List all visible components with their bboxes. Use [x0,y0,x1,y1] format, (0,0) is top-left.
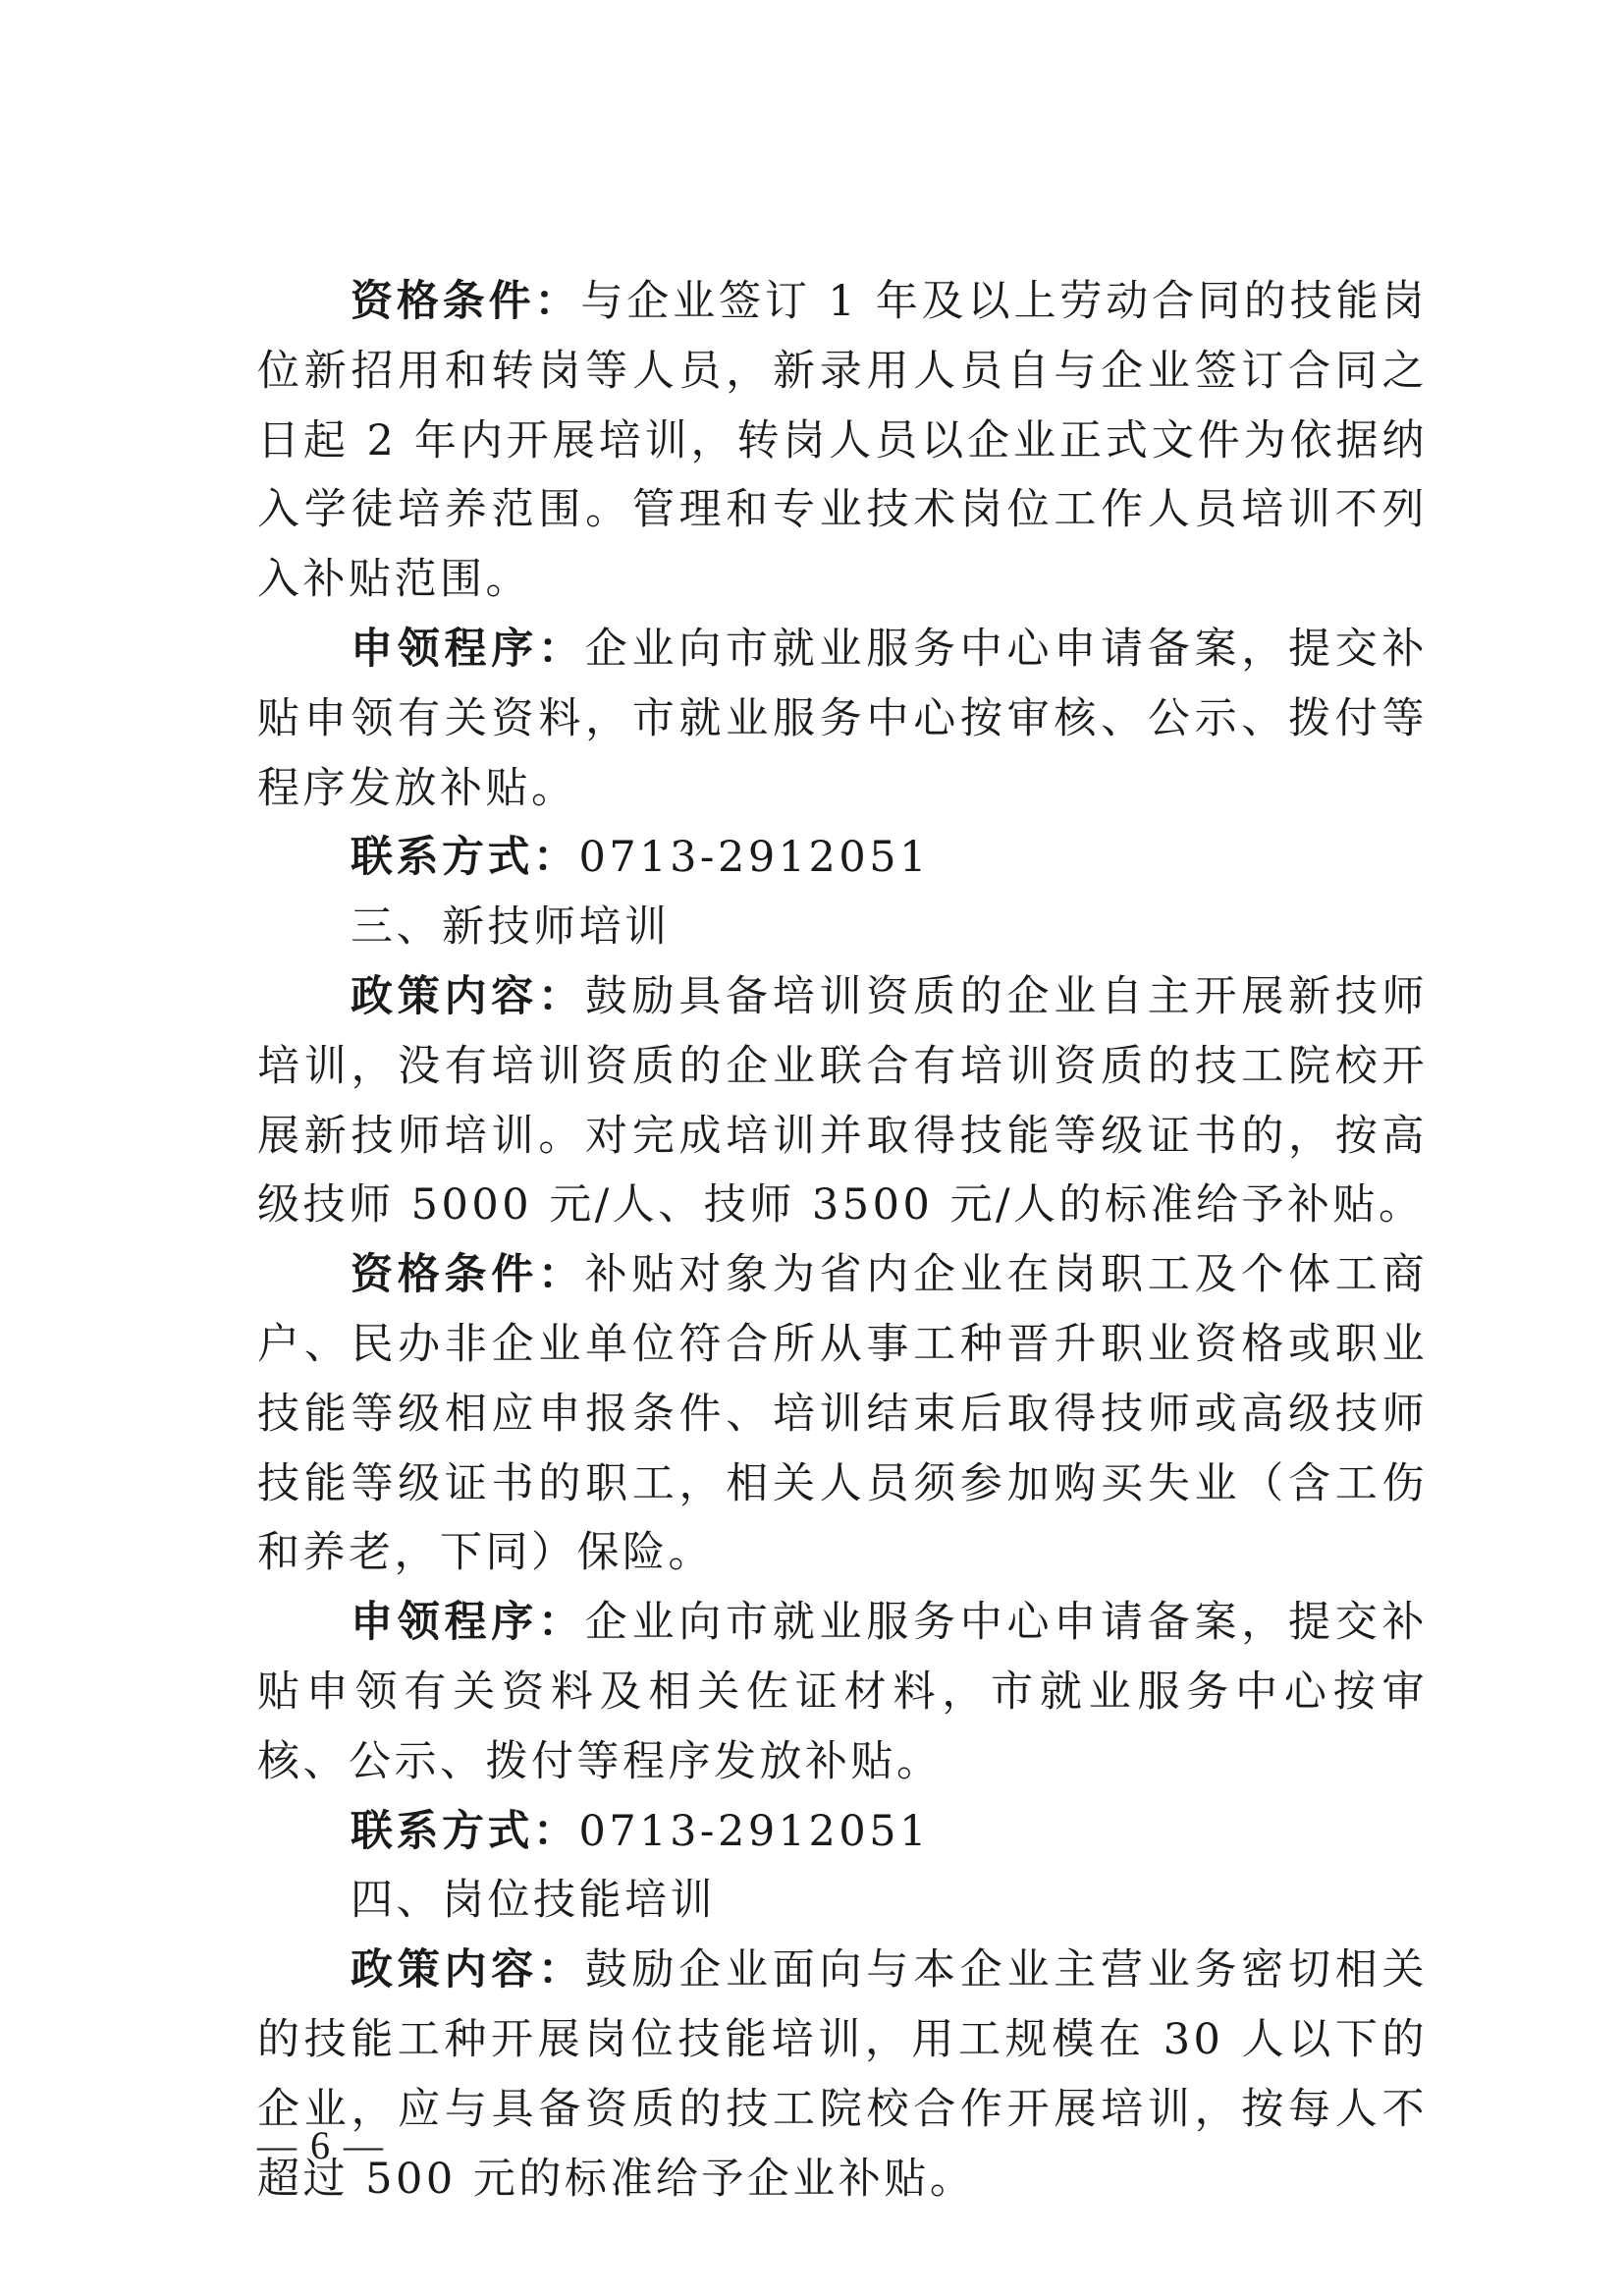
application-procedure-label: 申领程序： [351,1598,585,1648]
section-heading-4: 四、岗位技能培训 [351,1876,716,1926]
page-number: — 6 — [257,2123,385,2167]
policy-content-label: 政策内容： [351,1945,585,1995]
policy-content-label: 政策内容： [351,971,585,1021]
contact-phone: 0713-2912051 [578,1806,930,1856]
application-procedure-text: 企业向市就业服务中心申请备案，提交补贴申领有关资料及相关佐证材料，市就业服务中心按审核、公示、拨付等程序发放补贴。 [257,1598,1428,1786]
paragraph-eligibility [257,1240,1428,1588]
paragraph-eligibility [257,267,1428,615]
policy-content-text: 鼓励企业面向与本企业主营业务密切相关的技能工种开展岗位技能培训，用工规模在 30 人以下的企业，应与具备资质的技工院校合作开展培训，按每人不超过 500 元的标准给予企业补贴。 [257,1945,1428,2204]
document-body [257,267,1428,2214]
paragraph-application-procedure [257,1588,1428,1796]
contact-label: 联系方式： [351,1806,579,1856]
eligibility-text: 与企业签订 1 年及以上劳动合同的技能岗位新招用和转岗等人员，新录用人员自与企业签订合同之日起 2 年内开展培训，转岗人员以企业正式文件为依据纳入学徒培养范围。管理和专业技术岗位工作人员培训不列入补贴范围。 [257,277,1429,605]
policy-content-text: 鼓励具备培训资质的企业自主开展新技师培训，没有培训资质的企业联合有培训资质的技工院校开展新技师培训。对完成培训并取得技能等级证书的，按高级技师 5000 元/人、技师 3500 元/人的标准给予补贴。 [257,971,1428,1230]
contact-phone: 0713-2912051 [578,833,930,883]
paragraph-contact [257,823,1428,893]
paragraph-policy-content [257,1936,1428,2214]
contact-label: 联系方式： [351,833,579,883]
eligibility-label: 资格条件： [351,1250,585,1300]
paragraph-application-procedure [257,615,1428,823]
application-procedure-text: 企业向市就业服务中心申请备案，提交补贴申领有关资料，市就业服务中心按审核、公示、拨付等程序发放补贴。 [257,624,1428,813]
eligibility-text: 补贴对象为省内企业在岗职工及个体工商户、民办非企业单位符合所从事工种晋升职业资格或职业技能等级相应申报条件、培训结束后取得技师或高级技师技能等级证书的职工，相关人员须参加购买失业（含工伤和养老，下同）保险。 [257,1250,1428,1578]
application-procedure-label: 申领程序： [351,624,585,674]
paragraph-policy-content [257,962,1428,1240]
eligibility-label: 资格条件： [351,277,581,326]
section-heading-3: 三、新技师培训 [351,902,671,953]
paragraph-contact [257,1797,1428,1867]
